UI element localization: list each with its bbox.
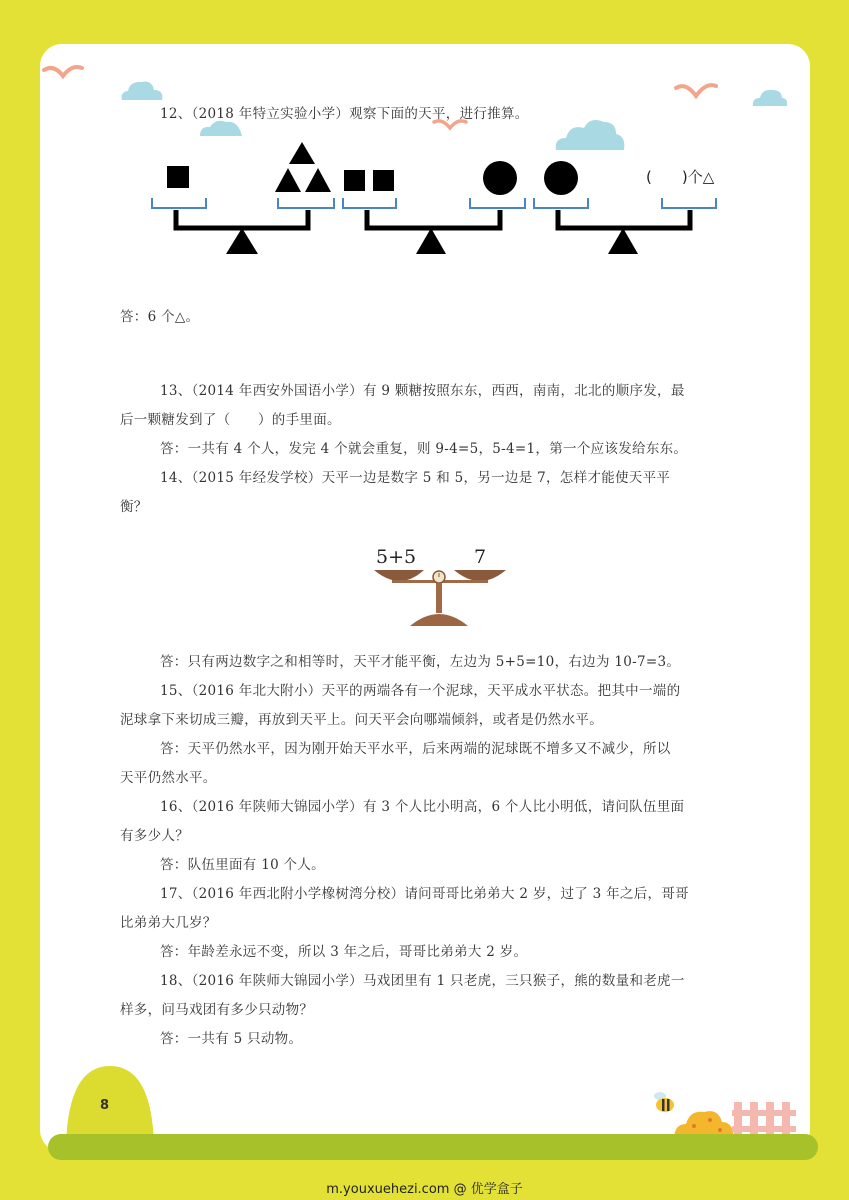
balance-scales-figure: [140, 140, 740, 260]
square-shape: [167, 166, 189, 188]
cloud-icon: [118, 78, 166, 102]
circle-shape: [544, 161, 578, 195]
left-pan-label: 5+5: [376, 546, 417, 568]
question-14-line1: 14、（2015 年经发学校）天平一边是数字 5 和 5，另一边是 7，怎样才能使天平平: [160, 470, 671, 486]
question-16-line2: 有多少人？: [120, 828, 189, 844]
answer-17: 答：年龄差永远不变，所以 3 年之后，哥哥比弟弟大 2 岁。: [160, 944, 528, 960]
question-15-line1: 15、（2016 年北大附小）天平的两端各有一个泥球，天平成水平状态。把其中一端的: [160, 683, 681, 699]
answer-15-line2: 天平仍然水平。: [120, 770, 217, 786]
balance-scale-2: [343, 161, 525, 254]
grass-bar: [48, 1134, 818, 1160]
answer-15-line1: 答：天平仍然水平，因为刚开始天平水平，后来两端的泥球既不增多又不减少，所以: [160, 741, 671, 757]
question-13-line2: 后一颗糖发到了（ ）的手里面。: [120, 412, 341, 428]
page-number: 8: [100, 1098, 110, 1113]
circle-shape: [483, 161, 517, 195]
answer-13: 答：一共有 4 个人，发完 4 个就会重复，则 9-4=5，5-4=1，第一个应该发给东东。: [160, 441, 688, 457]
footer-url: m.youxuehezi.com @ 优学盒子: [326, 1182, 523, 1197]
square-shape: [373, 170, 394, 191]
question-18-line2: 样多，问马戏团有多少只动物？: [120, 1002, 314, 1018]
question-18-line1: 18、（2016 年陕师大锦园小学）马戏团里有 1 只老虎，三只猴子，熊的数量和老虎一: [160, 973, 685, 989]
question-12: 12、（2018 年特立实验小学）观察下面的天平，进行推算。: [160, 106, 529, 122]
answer-blank: ( )个△: [646, 168, 715, 186]
answer-16: 答：队伍里面有 10 个人。: [160, 857, 325, 873]
question-17-line1: 17、（2016 年西北附小学橡树湾分校）请问哥哥比弟弟大 2 岁，过了 3 年之后，哥哥: [160, 886, 689, 902]
question-17-line2: 比弟弟大几岁？: [120, 915, 217, 931]
question-13-line1: 13、（2014 年西安外国语小学）有 9 颗糖按照东东，西西，南南，北北的顺序发，最: [160, 383, 685, 399]
triangle-shape: [275, 168, 301, 192]
triangle-shape: [289, 142, 315, 164]
scale-illustration: [370, 540, 510, 630]
balance-scale-1: [152, 142, 334, 254]
question-14-line2: 衡？: [120, 499, 148, 515]
right-pan-label: 7: [474, 546, 487, 568]
cloud-icon: [750, 86, 790, 108]
bird-icon: [42, 62, 84, 82]
bird-icon: [674, 80, 718, 102]
answer-14: 答：只有两边数字之和相等时，天平才能平衡，左边为 5+5=10，右边为 10-7=3。: [160, 654, 681, 670]
answer-18: 答：一共有 5 只动物。: [160, 1031, 303, 1047]
triangle-shape: [305, 168, 331, 192]
question-16-line1: 16、（2016 年陕师大锦园小学）有 3 个人比小明高，6 个人比小明低，请问队伍里面: [160, 799, 685, 815]
square-shape: [344, 170, 365, 191]
question-15-line2: 泥球拿下来切成三瓣，再放到天平上。问天平会向哪端倾斜，或者是仍然水平。: [120, 712, 603, 728]
answer-12: 答：6 个△。: [120, 309, 200, 325]
